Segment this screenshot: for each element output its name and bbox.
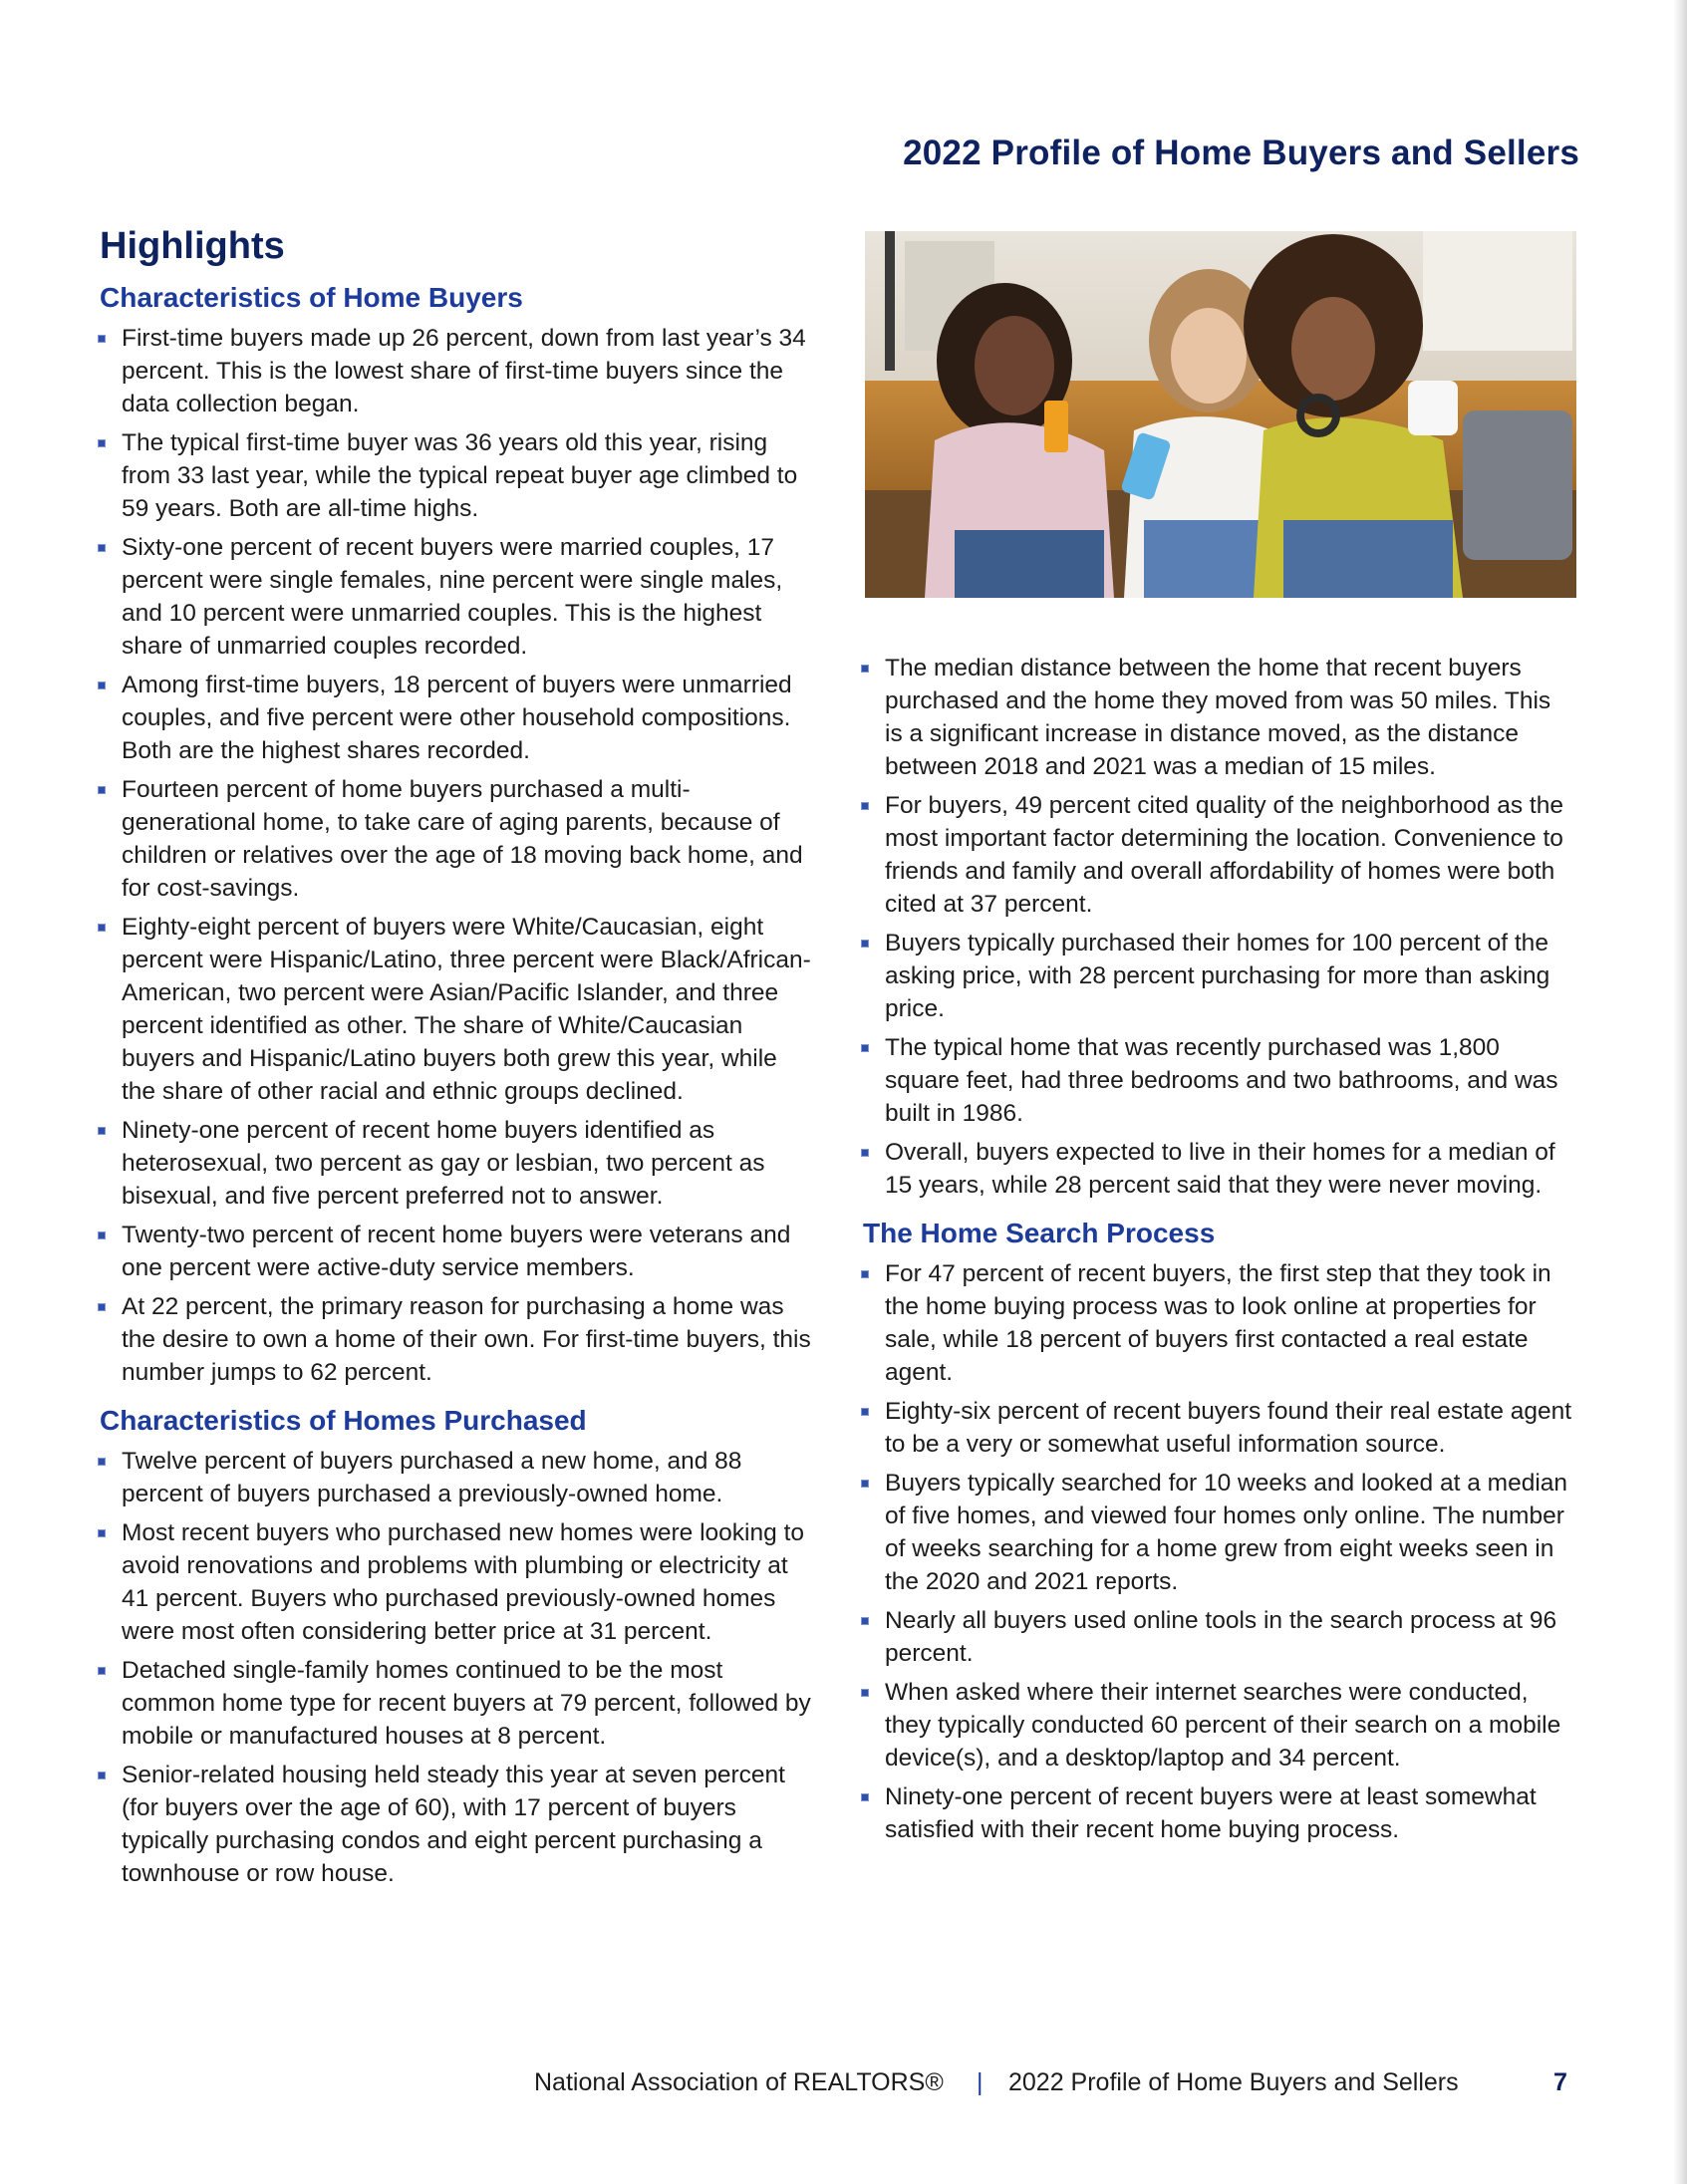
bullet-icon: [98, 1667, 106, 1675]
list-item: [859, 1467, 1572, 1598]
list-item: [96, 1516, 813, 1648]
bullet-icon: [861, 940, 869, 948]
bullet-icon: [98, 544, 106, 552]
bullet-icon: [98, 1529, 106, 1537]
list-item-text: For buyers, 49 percent cited quality of the neighborhood as the most important factor determining the location. Convenience to friends and family and overall affordability of homes were both cited at 37 percent.: [885, 792, 1563, 918]
list-item-text: Most recent buyers who purchased new homes were looking to avoid renovations and problems with plumbing or electricity at 41 percent. Buyers who purchased previously-owned homes were most often considering better price at 31 percent.: [122, 1519, 804, 1645]
list-item-text: Nearly all buyers used online tools in the search process at 96 percent.: [885, 1607, 1557, 1667]
list-item-text: Fourteen percent of home buyers purchased a multi-generational home, to take care of aging parents, because of children or relatives over the age of 18 moving back home, and for cost-savings.: [122, 776, 803, 902]
list-item-text: For 47 percent of recent buyers, the first step that they took in the home buying process was to look online at properties for sale, while 18 percent of buyers first contacted a real estate agent.: [885, 1260, 1551, 1386]
list-item: [96, 1445, 813, 1510]
bullet-icon: [861, 1617, 869, 1625]
list-item: [96, 1114, 813, 1213]
list-item-text: Eighty-six percent of recent buyers found their real estate agent to be a very or somewhat useful information source.: [885, 1398, 1572, 1458]
bullet-icon: [861, 1793, 869, 1801]
list-item: [96, 1759, 813, 1890]
section-heading-buyers: Characteristics of Home Buyers: [100, 282, 523, 313]
section-heading-home-search: The Home Search Process: [863, 1218, 1216, 1248]
list-item: [96, 773, 813, 905]
bullet-icon: [861, 1149, 869, 1157]
bullet-icon: [98, 786, 106, 794]
right-column: [859, 652, 1572, 1852]
bullet-icon: [861, 1408, 869, 1416]
list-item-text: Eighty-eight percent of buyers were White/Caucasian, eight percent were Hispanic/Latino, three percent were Black/African-American, two percent were Asian/Pacific Islander, and three percent identified as other. The share of White/Caucasian buyers and Hispanic/Latino buyers both grew this year, while the share of other racial and ethnic groups declined.: [122, 914, 811, 1105]
page-number: 7: [1553, 2068, 1567, 2096]
footer-publication: 2022 Profile of Home Buyers and Sellers: [1008, 2068, 1459, 2096]
list-item: [859, 1676, 1572, 1774]
document-title: 2022 Profile of Home Buyers and Sellers: [903, 134, 1579, 172]
list-item-text: First-time buyers made up 26 percent, down from last year’s 34 percent. This is the lowest share of first-time buyers since the data collection began.: [122, 325, 806, 417]
highlights-heading: Highlights: [100, 225, 285, 267]
list-item: [96, 911, 813, 1108]
list-item: [859, 1136, 1572, 1202]
list-item-text: The typical home that was recently purchased was 1,800 square feet, had three bedrooms and two bathrooms, and was built in 1986.: [885, 1034, 1558, 1127]
list-item: [859, 1257, 1572, 1389]
list-item: [96, 1219, 813, 1284]
list-item-text: The median distance between the home that recent buyers purchased and the home they moved from was 50 miles. This is a significant increase in distance moved, as the distance between 2018 and 2021 was a median of 15 miles.: [885, 655, 1551, 780]
list-item: [859, 789, 1572, 921]
buyers-list: [96, 322, 813, 1389]
photo-three-women-on-couch: [865, 231, 1576, 598]
bullet-icon: [861, 665, 869, 673]
bullet-icon: [98, 1303, 106, 1311]
footer-separator: |: [977, 2068, 984, 2096]
list-item: [859, 1395, 1572, 1461]
homes-purchased-list: [96, 1445, 813, 1890]
bullet-icon: [861, 1270, 869, 1278]
list-item: [96, 669, 813, 767]
list-item: [859, 927, 1572, 1025]
section-heading-homes-purchased: Characteristics of Homes Purchased: [100, 1405, 587, 1436]
list-item: [96, 1654, 813, 1753]
list-item-text: Twenty-two percent of recent home buyers were veterans and one percent were active-duty service members.: [122, 1222, 791, 1281]
list-item: [859, 652, 1572, 783]
list-item: [859, 1780, 1572, 1846]
bullet-icon: [98, 1458, 106, 1466]
list-item: [96, 322, 813, 420]
list-item-text: The typical first-time buyer was 36 years old this year, rising from 33 last year, while the typical repeat buyer age climbed to 59 years. Both are all-time highs.: [122, 429, 798, 522]
list-item-text: Ninety-one percent of recent home buyers identified as heterosexual, two percent as gay or lesbian, two percent as bisexual, and five percent preferred not to answer.: [122, 1117, 765, 1210]
list-item-text: Sixty-one percent of recent buyers were married couples, 17 percent were single females, nine percent were single males, and 10 percent were unmarried couples. This is the highest share of unmarried couples recorded.: [122, 534, 783, 660]
page-edge-shadow: [1673, 0, 1687, 2184]
bullet-icon: [98, 1231, 106, 1239]
list-item-text: At 22 percent, the primary reason for purchasing a home was the desire to own a home of their own. For first-time buyers, this number jumps to 62 percent.: [122, 1293, 811, 1386]
list-item-text: Ninety-one percent of recent buyers were at least somewhat satisfied with their recent home buying process.: [885, 1783, 1537, 1843]
list-item-text: Overall, buyers expected to live in their homes for a median of 15 years, while 28 percent said that they were never moving.: [885, 1139, 1555, 1199]
list-item: [96, 1290, 813, 1389]
bullet-icon: [861, 1689, 869, 1697]
list-item-text: Detached single-family homes continued to be the most common home type for recent buyers at 79 percent, followed by mobile or manufactured houses at 8 percent.: [122, 1657, 811, 1750]
bullet-icon: [98, 335, 106, 343]
bullet-icon: [98, 924, 106, 932]
list-item-text: When asked where their internet searches were conducted, they typically conducted 60 percent of their search on a mobile device(s), and a desktop/laptop and 34 percent.: [885, 1679, 1561, 1772]
list-item: [859, 1031, 1572, 1130]
bullet-icon: [861, 1480, 869, 1488]
home-search-list: [859, 1257, 1572, 1846]
list-item-text: Buyers typically searched for 10 weeks and looked at a median of five homes, and viewed four homes only online. The number of weeks searching for a home grew from eight weeks seen in the 2020 and 2021 reports.: [885, 1470, 1568, 1595]
photo-illustration: [865, 231, 1576, 598]
left-column: [96, 225, 813, 1896]
bullet-icon: [98, 439, 106, 447]
bullet-icon: [861, 1044, 869, 1052]
list-item: [96, 426, 813, 525]
list-item-text: Senior-related housing held steady this year at seven percent (for buyers over the age of 60), with 17 percent of buyers typically purchasing condos and eight percent purchasing a townhouse or row house.: [122, 1762, 785, 1887]
footer-organization: National Association of REALTORS®: [534, 2068, 944, 2096]
list-item-text: Twelve percent of buyers purchased a new home, and 88 percent of buyers purchased a previously-owned home.: [122, 1448, 742, 1507]
bullet-icon: [98, 1127, 106, 1135]
bullet-icon: [98, 1772, 106, 1779]
list-item-text: Buyers typically purchased their homes for 100 percent of the asking price, with 28 percent purchasing for more than asking price.: [885, 930, 1550, 1022]
buyers-list-continued: [859, 652, 1572, 1202]
list-item: [859, 1604, 1572, 1670]
list-item-text: Among first-time buyers, 18 percent of buyers were unmarried couples, and five percent were other household compositions. Both are the highest shares recorded.: [122, 672, 792, 764]
bullet-icon: [98, 682, 106, 689]
page-footer: [0, 2068, 1687, 2108]
list-item: [96, 531, 813, 663]
bullet-icon: [861, 802, 869, 810]
